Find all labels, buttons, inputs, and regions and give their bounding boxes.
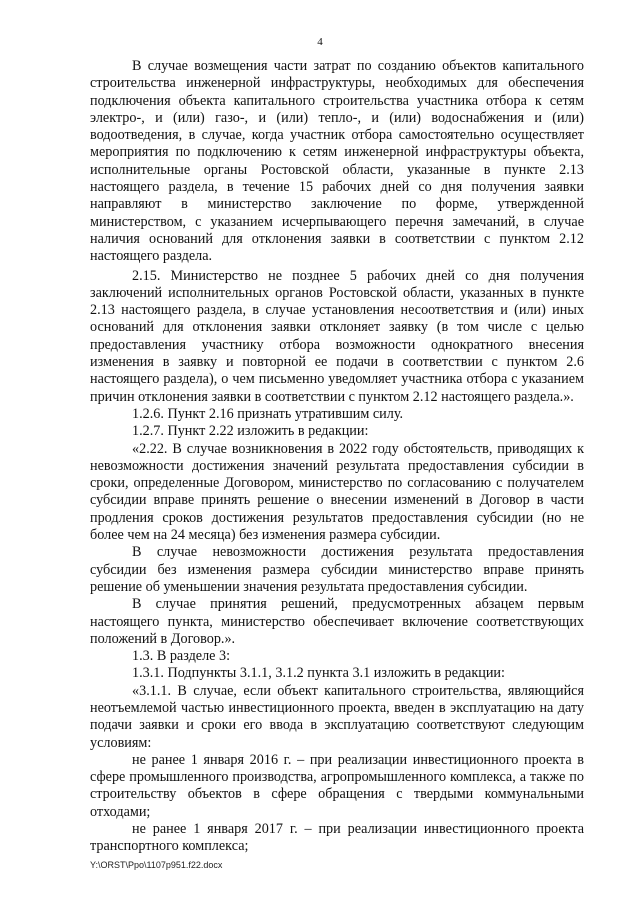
paragraph: 1.2.6. Пункт 2.16 признать утратившим силу.	[132, 405, 404, 422]
paragraph: В случае возмещения части затрат по созданию объектов капитального строительства инженерной инфраструктуры, необходимых для обеспечения подключения объекта капитального строительства участника отбора к сетям электро-, и (или) газо-, и (или) тепло-, и (или) водоснабжения и (или) водоотведения, в случае, когда участник отбора самостоятельно осуществляет мероприятия по подключению к сетям инженерной инфраструктуры объекта, исполнительные органы Ростовской области, указанные в пункте 2.13 настоящего раздела, в течение 15 рабочих дней со дня получения заявки направляют в министерство заключение по форме, утвержденной министерством, с указанием исчерпывающего перечня замечаний, в случае наличия оснований для отклонения заявки в соответствии с пунктом 2.12 настоящего раздела.	[90, 58, 584, 265]
paragraph: 1.3.1. Подпункты 3.1.1, 3.1.2 пункта 3.1 изложить в редакции:	[132, 665, 505, 682]
paragraph: 1.3. В разделе 3:	[132, 648, 231, 665]
paragraph: 2.15. Министерство не позднее 5 рабочих дней со дня получения заключений исполнительных органов Ростовской области, указанных в пункте 2.13 настоящего раздела, в случае установления несоответствия и (или) иных оснований для отклонения заявки отклоняет заявку (в том числе с целью предоставления участнику отбора возможности однократного внесения изменения в заявку и повторной ее подачи в соответствии с пунктом 2.6 настоящего раздела), о чем письменно уведомляет участника отбора с указанием причин отклонения заявки в соответствии с пунктом 2.12 настоящего раздела.».	[90, 267, 584, 405]
page-number: 4	[317, 36, 323, 48]
paragraph: 1.2.7. Пункт 2.22 изложить в редакции:	[132, 423, 369, 440]
paragraph: В случае принятия решений, предусмотренных абзацем первым настоящего пункта, министерство обеспечивает включение соответствующих положений в Договор.».	[90, 596, 584, 647]
paragraph: не ранее 1 января 2017 г. – при реализации инвестиционного проекта транспортного комплекса;	[90, 821, 584, 855]
footer-file-path: Y:\ORST\Ppo\1107p951.f22.docx	[90, 860, 223, 870]
paragraph: В случае невозможности достижения результата предоставления субсидии без изменения размера субсидии министерство вправе принять решение об уменьшении значения результата предоставления субсидии.	[90, 544, 584, 595]
paragraph: «2.22. В случае возникновения в 2022 году обстоятельств, приводящих к невозможности достижения значений результата предоставления субсидии в сроки, определенные Договором, министерство по согласованию с получателем субсидии вправе принять решение о внесении изменений в Договор в части продления сроков достижения результатов предоставления субсидии (но не более чем на 24 месяца) без изменения размера субсидии.	[90, 440, 584, 544]
paragraph: «3.1.1. В случае, если объект капитального строительства, являющийся неотъемлемой частью инвестиционного проекта, введен в эксплуатацию на дату подачи заявки и сроки его ввода в эксплуатацию соответствуют следующим условиям:	[90, 682, 584, 751]
paragraph: не ранее 1 января 2016 г. – при реализации инвестиционного проекта в сфере промышленного производства, агропромышленного комплекса, а также по строительству объектов в сфере обращения с твердыми коммунальными отходами;	[90, 751, 584, 820]
document-body	[90, 58, 584, 856]
